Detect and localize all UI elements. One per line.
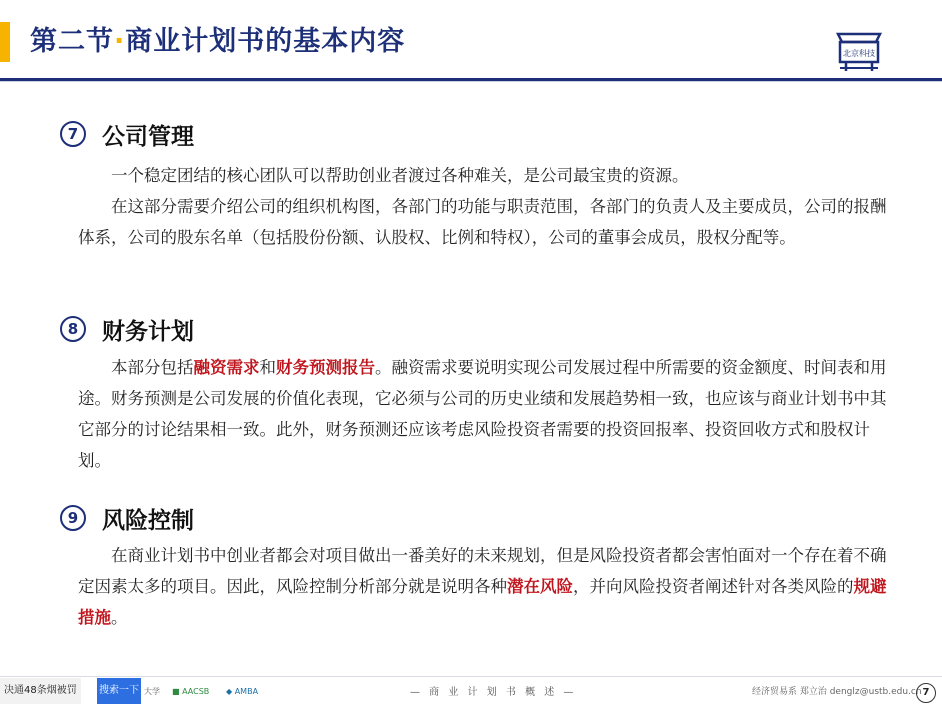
- section-heading: 公司管理: [102, 124, 194, 150]
- partner-logo-amba: [226, 683, 258, 701]
- partner-label: AACSB: [182, 687, 210, 696]
- highlight-term: 潜在风险: [507, 577, 573, 596]
- search-button[interactable]: 搜索一下: [97, 678, 141, 704]
- footer-chapter-title: — 商 业 计 划 书 概 述 —: [410, 687, 577, 698]
- text-run: 和: [259, 358, 276, 377]
- text-run: 。: [111, 608, 128, 627]
- amba-icon: ◆: [226, 687, 233, 696]
- section-number-badge: 8: [60, 316, 86, 342]
- section-heading: 风险控制: [102, 508, 194, 534]
- partner-logo-aacsb: [172, 683, 209, 701]
- text-run: ，并向风险投资者阐述针对各类风险的: [573, 577, 854, 596]
- title-accent-bar: [0, 22, 10, 62]
- taskbar-news-text[interactable]: 决通48条烟被罚: [0, 678, 81, 704]
- partner-label: AMBA: [234, 687, 259, 696]
- aacsb-icon: ■: [172, 687, 180, 696]
- text-run: 本部分包括: [111, 358, 194, 377]
- paragraph: [78, 352, 888, 476]
- section-number-badge: 9: [60, 505, 86, 531]
- paragraph: 在这部分需要介绍公司的组织机构图，各部门的功能与职责范围，各部门的负责人及主要成员，公司的报酬体系，公司的股东名单（包括股份份额、认股权、比例和特权），公司的董事会成员，股权分配等。: [78, 197, 887, 247]
- page-number: 7: [916, 683, 936, 703]
- highlight-term: 规避措施: [78, 577, 887, 627]
- footer-author-info: 经济贸易系 郑立治 denglz@ustb.edu.cn: [752, 687, 922, 697]
- title-text: 商业计划书的基本内容: [125, 26, 406, 57]
- university-logo-icon: [834, 24, 884, 74]
- section-body: [78, 160, 888, 253]
- header-bar: [0, 0, 942, 78]
- partner-logo-university: 大学: [144, 687, 160, 696]
- section-body: [78, 352, 888, 476]
- page-title: [30, 22, 405, 62]
- text-run: 。融资需求要说明实现公司发展过程中所需要的资金额度、时间表和用途。财务预测是公司发展的价值化表现，它必须与公司的历史业绩和发展趋势相一致，也应该与商业计划书中其它部分的讨论结果相一致。此外，财务预测还应该考虑风险投资者需要的投资回报率、投资回收方式和股权计划。: [78, 358, 887, 470]
- footer-divider: [0, 676, 942, 677]
- section-body: [78, 540, 888, 633]
- section-number-badge: 7: [60, 121, 86, 147]
- header-divider-light: [0, 81, 942, 82]
- logo-text: 北京科技: [843, 49, 875, 58]
- title-separator: ·: [114, 26, 126, 57]
- highlight-term: 融资需求: [193, 358, 260, 377]
- title-section-number: 第二节: [30, 26, 114, 57]
- paragraph: 一个稳定团结的核心团队可以帮助创业者渡过各种难关，是公司最宝贵的资源。: [111, 166, 689, 185]
- highlight-term: 财务预测报告: [276, 358, 375, 377]
- paragraph: [78, 540, 888, 633]
- section-heading: 财务计划: [102, 319, 194, 345]
- text-run: 在商业计划书中创业者都会对项目做出一番美好的未来规划，但是风险投资者都会害怕面对一个存在着不确定因素太多的项目。因此，风险控制分析部分就是说明各种: [78, 546, 887, 596]
